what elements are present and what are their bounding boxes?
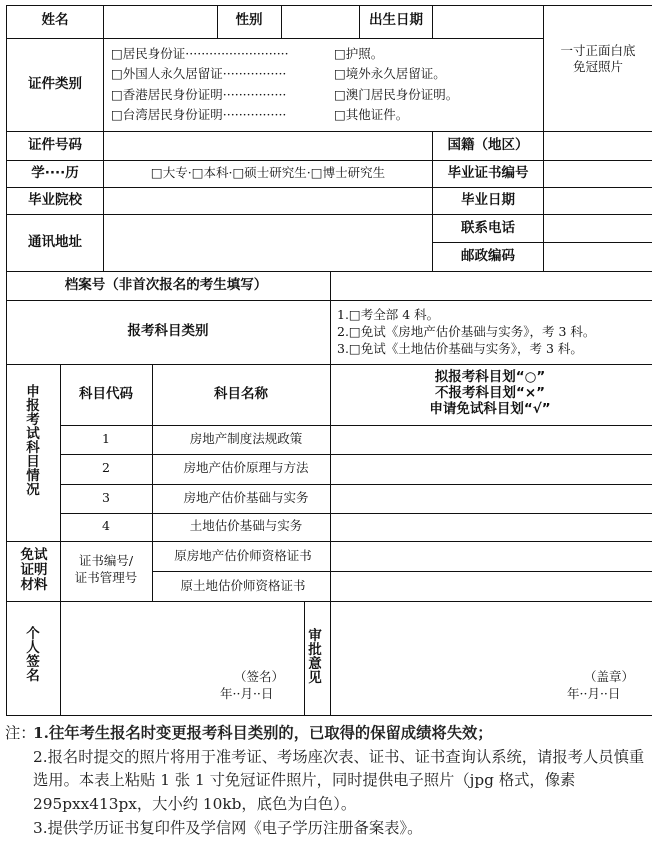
subject-code-3: 3 [102,490,110,505]
subject-code-4: 4 [102,518,110,533]
form-grid-lines [6,5,652,716]
signature-date: 年··月··日 [220,686,274,701]
id-type-label: 证件类别 [28,76,82,92]
archive-number-label: 档案号（非首次报名的考生填写） [64,277,268,293]
mark-header-plan: 拟报考科目划“○” [434,369,546,385]
category-option-exempt-land[interactable]: 3.□免试《土地估价基础与实务》，考 3 科。 [337,341,583,356]
graduation-date-label: 毕业日期 [461,192,515,208]
birth-date-label: 出生日期 [369,12,423,28]
photo-placeholder: 一寸正面白底免冠照片 [560,43,636,74]
subject-code-1: 1 [102,431,110,446]
id-type-hongkong[interactable]: □香港居民身份证明················ [111,87,287,102]
id-number-label: 证件号码 [28,137,82,153]
name-label: 姓名 [41,12,69,28]
education-label: 学····历 [31,165,79,181]
id-type-passport[interactable]: □护照。 [334,46,384,61]
subject-name-1: 房地产制度法规政策 [189,431,303,446]
category-option-exempt-realestate[interactable]: 2.□免试《房地产估价基础与实务》，考 3 科。 [337,324,596,339]
signature-label: 个人签名 [26,626,40,684]
exempt-cert-realestate: 原房地产估价师资格证书 [174,548,312,563]
registration-form [6,5,652,716]
subject-code-2: 2 [102,460,110,475]
approval-label: 审批意见 [308,628,322,686]
subject-name-4: 土地估价基础与实务 [189,518,303,533]
phone-label: 联系电话 [461,220,515,236]
id-type-overseas[interactable]: □境外永久居留证。 [334,66,446,81]
seal-note: （盖章） [584,669,635,684]
id-type-resident[interactable]: □居民身份证·························· [111,46,289,61]
note-3: 3.提供学历证书复印件及学信网《电子学历注册备案表》。 [33,818,423,837]
note-2: 2.报名时提交的照片将用于准考证、考场座次表、证书、证书查询认系统，请报考人员慎重选用。本表上粘贴 1 张 1 寸免冠证件照片，同时提供电子照片（jpg 格式，像素 295pxx413px，大小约 10kb，底色为白色）。 [33,747,645,814]
education-options[interactable]: □大专·□本科·□硕士研究生·□博士研究生 [150,165,386,180]
notes-lead: 注： [5,724,36,742]
mark-header-skip: 不报考科目划“×” [434,385,546,401]
id-type-taiwan[interactable]: □台湾居民身份证明················ [111,107,287,122]
cert-number-line1: 证书编号/ [78,553,134,568]
nationality-label: 国籍（地区） [447,137,529,153]
school-label: 毕业院校 [28,192,82,208]
cert-number-line2: 证书管理号 [74,570,138,585]
gender-label: 性别 [235,12,263,28]
mark-header-exempt: 申请免试科目划“√” [429,401,551,417]
id-type-other[interactable]: □其他证件。 [334,107,409,122]
address-label: 通讯地址 [28,234,82,250]
category-option-all[interactable]: 1.□考全部 4 科。 [337,307,440,322]
apply-subjects-section-label: 申报考试科目情况 [26,384,40,498]
form-notes [5,722,648,841]
subject-code-header: 科目代码 [79,386,133,402]
subject-name-2: 房地产估价原理与方法 [183,460,309,475]
cert-number-label: 毕业证书编号 [447,165,529,181]
seal-date: 年··月··日 [567,686,621,701]
exam-category-label: 报考科目类别 [127,323,209,339]
exempt-cert-land: 原土地估价师资格证书 [180,578,306,593]
id-type-foreign-permanent[interactable]: □外国人永久居留证················ [111,66,287,81]
subject-name-3: 房地产估价基础与实务 [183,490,309,505]
exemption-materials-label: 免试证明材料 [20,547,48,593]
postcode-label: 邮政编码 [461,248,515,264]
subject-name-header: 科目名称 [214,386,268,402]
id-type-macau[interactable]: □澳门居民身份证明。 [334,87,459,102]
note-1: 1.往年考生报名时变更报考科目类别的，已取得的保留成绩将失效； [33,724,493,742]
signature-note: （签名） [234,669,285,684]
